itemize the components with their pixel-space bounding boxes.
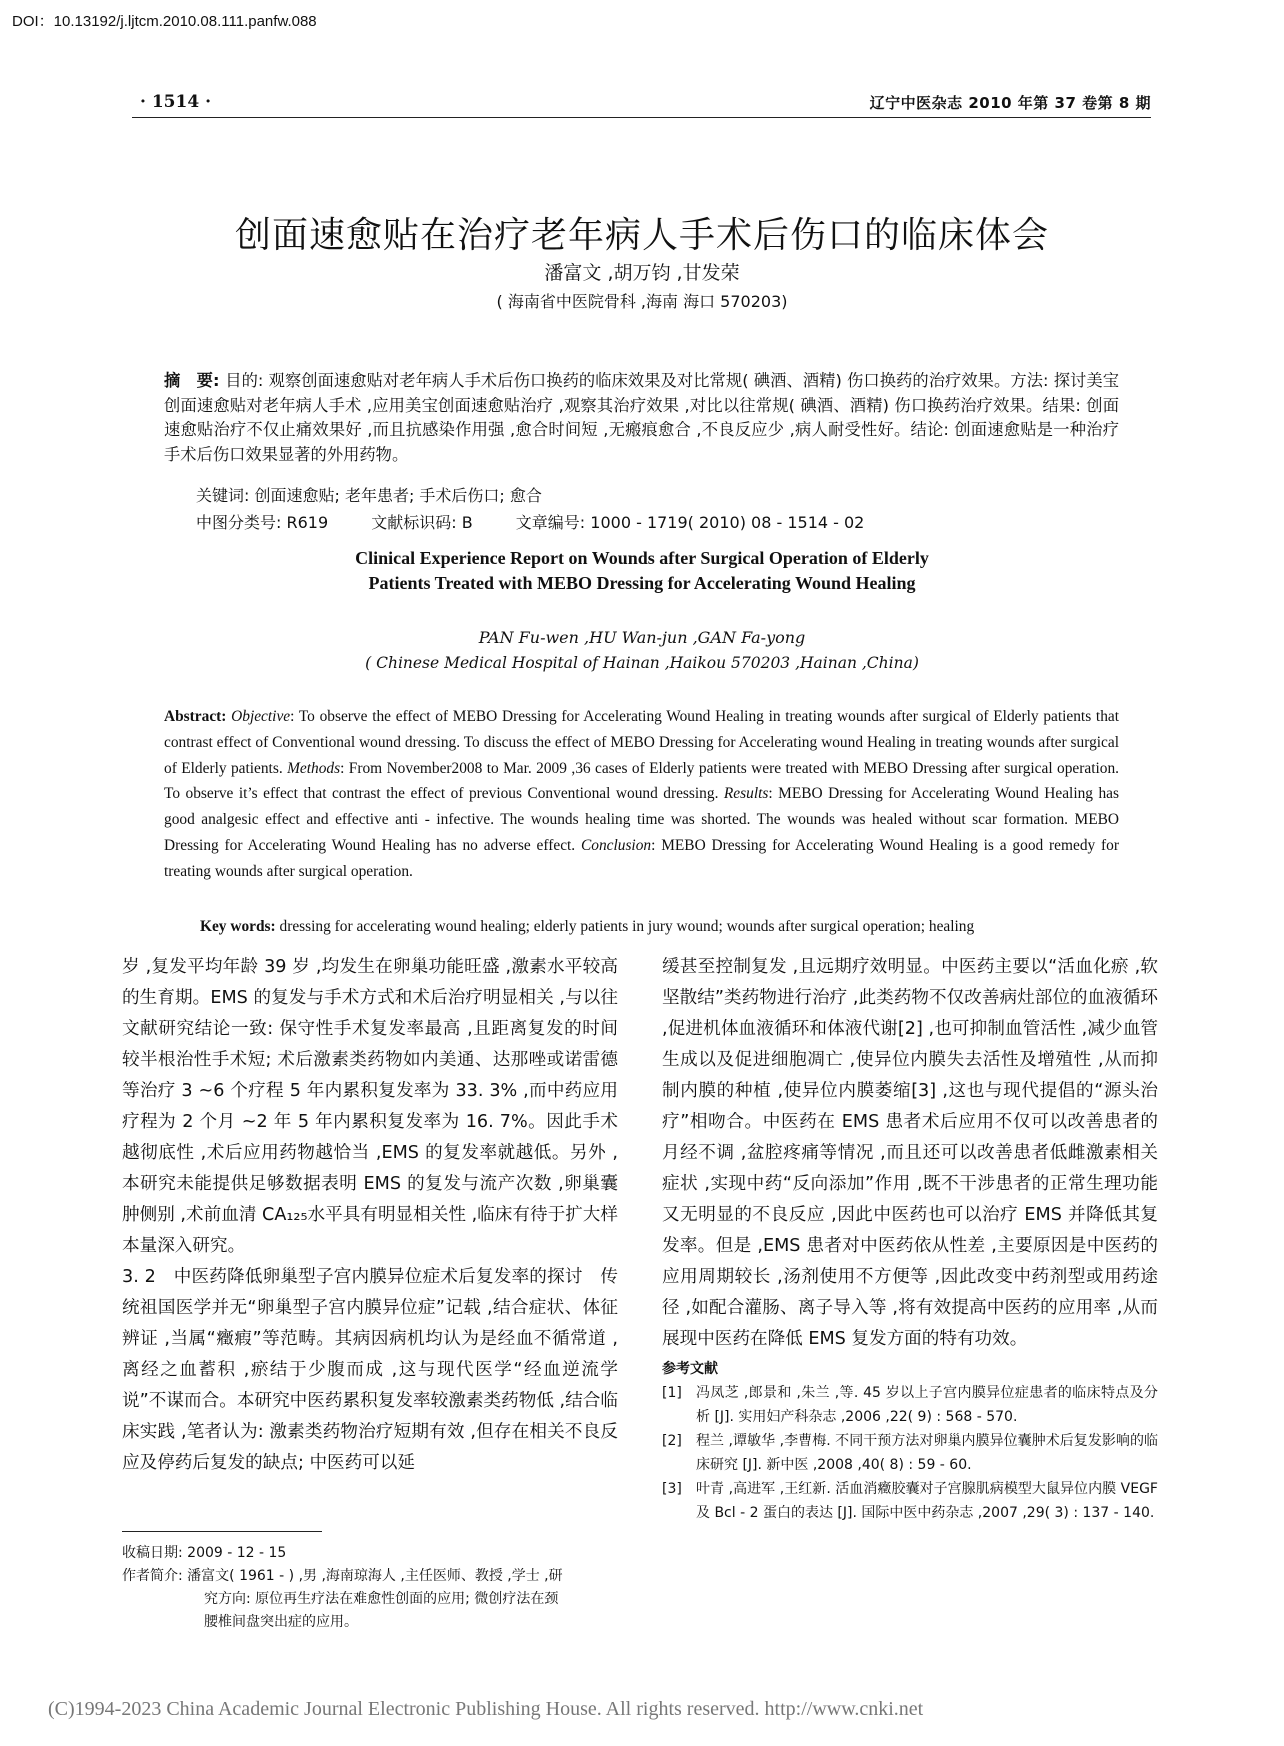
keywords-en-label: Key words: (200, 918, 280, 935)
abstract-cn-text: 目的: 观察创面速愈贴对老年病人手术后伤口换药的临床效果及对比常规( 碘酒、酒精) 伤口换药的治疗效果。方法: 探讨美宝创面速愈贴对老年病人手术 ,应用美宝创面速愈贴治疗 ,观察其治疗效果 ,对比以往常规( 碘酒、酒精) 伤口换药治疗效果。结果: 创面速愈贴治疗不仅止痛效果好 ,而且抗感染作用强 ,愈合时间短 ,无瘢痕愈合 ,不良反应少 ,病人耐受性好。结论: 创面速愈贴是一种治疗手术后伤口效果显著的外用药物。 (164, 371, 1119, 464)
reference-text: 叶青 ,高进军 ,王红新. 活血消癥胶囊对子宫腺肌病模型大鼠异位内膜 VEGF 及 Bcl - 2 蛋白的表达 [J]. 国际中医中药杂志 ,2007 ,29( 3) : 137 - 140. (696, 1481, 1158, 1521)
authors-cn: 潘富文 ,胡万钧 ,甘发荣 (544, 262, 740, 284)
reference-number: [3] (662, 1481, 682, 1497)
title-en-line-2: Patients Treated with MEBO Dressing for Accelerating Wound Healing (368, 573, 916, 593)
left-paragraph-2: 3. 2 中医药降低卵巢型子宫内膜异位症术后复发率的探讨 传统祖国医学并无“卵巢型子宫内膜异位症”记载 ,结合症状、体征辨证 ,当属“癥瘕”等范畴。其病因病机均认为是经血不循常道 ,离经之血蓄积 ,瘀结于少腹而成 ,这与现代医学“经血逆流学说”不谋而合。本研究中医药累积复发率较激素类药物低 ,结合临床实践 ,笔者认为: 激素类药物治疗短期有效 ,但存在相关不良反应及停药后复发的缺点; 中医药可以延 (122, 1267, 618, 1473)
body-left-column (122, 952, 618, 1479)
reference-item (662, 1381, 1158, 1429)
article-number: 文章编号: 1000 - 1719( 2010) 08 - 1514 - 02 (515, 513, 865, 532)
keywords-cn: 关键词: 创面速愈贴; 老年患者; 手术后伤口; 愈合 (196, 486, 542, 505)
conclusion-text: : MEBO Dressing for Accelerating Wound Healing is a good remedy for treating wounds after surgical operation. (164, 836, 1119, 880)
footnote-rule (122, 1531, 322, 1532)
journal-header: 辽宁中医杂志 2010 年第 37 卷第 8 期 (869, 94, 1151, 112)
abstract-en-label: Abstract: (164, 708, 232, 725)
document-code: 文献标识码: B (371, 513, 473, 532)
references-heading: 参考文献 (662, 1361, 718, 1377)
abstract-en (164, 704, 1119, 885)
objective-label: Objective (231, 708, 291, 725)
reference-text: 程兰 ,谭敏华 ,李曹梅. 不同干预方法对卵巢内膜异位囊肿术后复发影响的临床研究 [J]. 新中医 ,2008 ,40( 8) : 59 - 60. (696, 1433, 1158, 1473)
results-label: Results (723, 785, 769, 803)
reference-item (662, 1429, 1158, 1477)
keywords-en-text: dressing for accelerating wound healing; elderly patients in jury wound; wounds after surgical operation; healing (279, 918, 975, 935)
objective-text: : To observe the effect of MEBO Dressing for Accelerating Wound Healing in treating wounds after surgical of Elderly patients that contrast effect of Conventional wound dressing. To discuss the effect of MEBO Dressing for Accelerating wound Healing in treating wounds after surgical of Elderly patients. (164, 708, 1120, 777)
body-right-column (662, 952, 1158, 1525)
doi-line: DOI：10.13192/j.ljtcm.2010.08.111.panfw.088 (12, 13, 317, 30)
reference-text: 冯凤芝 ,郎景和 ,朱兰 ,等. 45 岁以上子宫内膜异位症患者的临床特点及分析 [J]. 实用妇产科杂志 ,2006 ,22( 9) : 568 - 570. (696, 1385, 1158, 1425)
title-en (0, 546, 1284, 596)
title-cn: 创面速愈贴在治疗老年病人手术后伤口的临床体会 (234, 215, 1049, 256)
footnotes (122, 1542, 618, 1634)
classification-line (196, 510, 902, 533)
affiliation-en: ( Chinese Medical Hospital of Hainan ,Haikou 570203 ,Hainan ,China) (365, 654, 919, 672)
author-bio-line-1: 作者简介: 潘富文( 1961 - ) ,男 ,海南琼海人 ,主任医师、教授 ,学士 ,研 (122, 1568, 563, 1584)
reference-number: [2] (662, 1433, 682, 1449)
abstract-cn (164, 369, 1119, 467)
abstract-cn-label: 摘 要: (164, 371, 226, 390)
affiliation-cn: ( 海南省中医院骨科 ,海南 海口 570203) (496, 292, 788, 311)
methods-text: : From November2008 to Mar. 2009 ,36 cases of Elderly patients were treated with MEBO Dressing after surgical operation. To observe it’s effect that contrast the effect of previous Conventional wound dressing. (164, 759, 1119, 803)
reference-number: [1] (662, 1385, 682, 1401)
right-paragraph-1: 缓甚至控制复发 ,且远期疗效明显。中医药主要以“活血化瘀 ,软坚散结”类药物进行治疗 ,此类药物不仅改善病灶部位的血液循环 ,促进机体血液循环和体液代谢[2] ,也可抑制血管活性 ,减少血管生成以及促进细胞凋亡 ,使异位内膜失去活性及增殖性 ,从而抑制内膜的种植 ,使异位内膜萎缩[3] ,这也与现代提倡的“源头治疗”相吻合。中医药在 EMS 患者术后应用不仅可以改善患者的月经不调 ,盆腔疼痛等情况 ,而且还可以改善患者低雌激素相关症状 ,实现中药“反向添加”作用 ,既不干涉患者的正常生理功能又无明显的不良反应 ,因此中医药也可以治疗 EMS 并降低其复发率。但是 ,EMS 患者对中医药依从性差 ,主要原因是中医药的应用周期较长 ,汤剂使用不方便等 ,因此改变中药剂型或用药途径 ,如配合灌肠、离子导入等 ,将有效提高中医药的应用率 ,从而展现中医药在降低 EMS 复发方面的特有功效。 (662, 957, 1158, 1349)
clc-number: 中图分类号: R619 (196, 513, 329, 532)
author-bio-line-2: 究方向: 原位再生疗法在难愈性创面的应用; 微创疗法在颈 (204, 1591, 559, 1607)
left-paragraph-1: 岁 ,复发平均年龄 39 岁 ,均发生在卵巢功能旺盛 ,激素水平较高的生育期。EMS 的复发与手术方式和术后治疗明显相关 ,与以往文献研究结论一致: 保守性手术复发率最高 ,且距离复发的时间较半根治性手术短; 术后激素类药物如内美通、达那唑或诺雷德等治疗 3 ~6 个疗程 5 年内累积复发率为 33. 3% ,而中药应用疗程为 2 个月 ~2 年 5 年内累积复发率为 16. 7%。因此手术越彻底性 ,术后应用药物越恰当 ,EMS 的复发率就越低。另外 ,本研究未能提供足够数据表明 EMS 的复发与流产次数 ,卵巢囊肿侧别 ,术前血清 CA₁₂₅水平具有明显相关性 ,临床有待于扩大样本量深入研究。 (122, 957, 618, 1256)
results-text: : MEBO Dressing for Accelerating Wound Healing has good analgesic effect and effective anti - infective. The wounds healing time was shorted. The wounds was healed without scar formation. MEBO Dressing for Accelerating Wound Healing has no adverse effect. (164, 785, 1119, 854)
conclusion-label: Conclusion (580, 836, 652, 854)
methods-label: Methods (287, 759, 341, 777)
header-rule (132, 117, 1151, 118)
page-number: · 1514 · (140, 92, 211, 112)
reference-item (662, 1477, 1158, 1525)
author-bio-line-3: 腰椎间盘突出症的应用。 (204, 1614, 358, 1630)
authors-en: PAN Fu-wen ,HU Wan-jun ,GAN Fa-yong (478, 628, 806, 647)
title-en-line-1: Clinical Experience Report on Wounds after Surgical Operation of Elderly (355, 548, 929, 568)
received-date: 收稿日期: 2009 - 12 - 15 (122, 1545, 287, 1561)
copyright-footer: (C)1994-2023 China Academic Journal Electronic Publishing House. All rights reserved. http://www.cnki.net (48, 1698, 924, 1720)
keywords-en (200, 918, 974, 936)
